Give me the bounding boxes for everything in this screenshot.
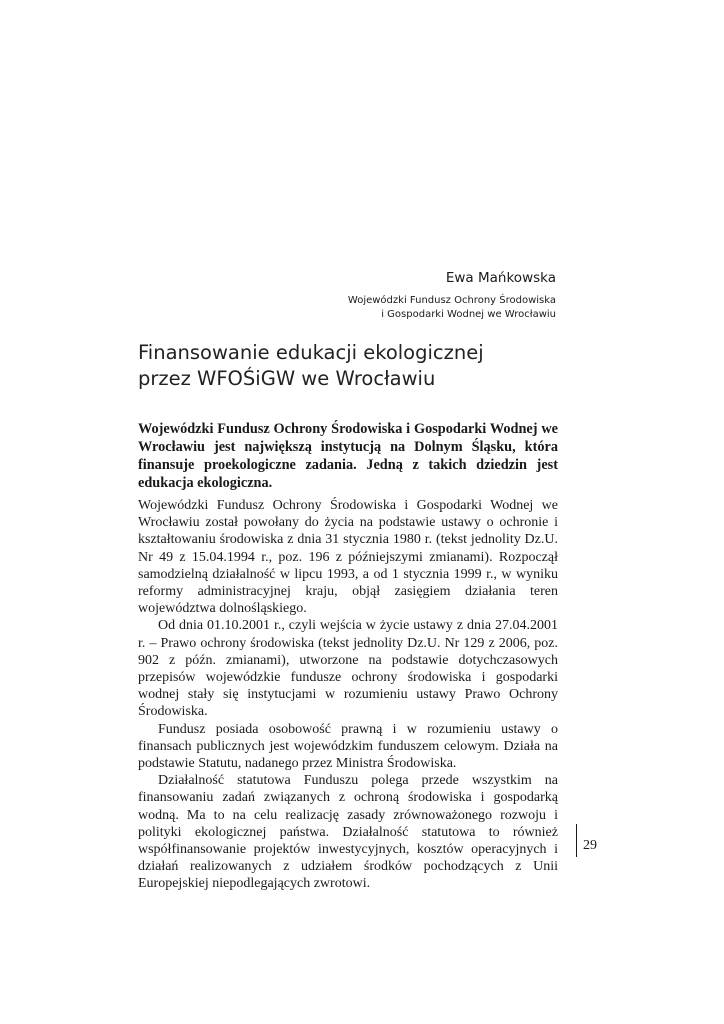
article-body xyxy=(138,497,558,893)
article-lead: Wojewódzki Fundusz Ochrony Środowiska i Gospodarki Wodnej we Wrocławiu jest największą instytucją na Dolnym Śląsku, która finansuje proekologiczne zadania. Jedną z takich dziedzin jest edukacja ekologiczna. xyxy=(138,421,558,491)
author-name: Ewa Mańkowska xyxy=(445,270,556,286)
article-title-line-2: przez WFOŚiGW we Wrocławiu xyxy=(138,367,436,390)
body-paragraph: Fundusz posiada osobowość prawną i w rozumieniu ustawy o finansach publicznych jest wojewódzkim funduszem celowym. Działa na podstawie Statutu, nadanego przez Ministra Środowiska. xyxy=(138,721,558,772)
body-paragraph: Od dnia 01.10.2001 r., czyli wejścia w życie ustawy z dnia 27.04.2001 r. – Prawo ochrony środowiska (tekst jednolity Dz.U. Nr 129 z 2006, poz. 902 z późn. zmianami), utworzone na podstawie dotychczasowych przepisów wojewódzkie fundusze ochrony środowiska i gospodarki wodnej stały się instytucjami w rozumieniu ustawy Prawo Ochrony Środowiska. xyxy=(138,618,558,720)
article-title xyxy=(138,340,578,392)
page-number-rule xyxy=(576,824,577,857)
page-number: 29 xyxy=(583,838,597,853)
author-affiliation xyxy=(348,294,556,322)
affiliation-line-1: Wojewódzki Fundusz Ochrony Środowiska xyxy=(347,295,556,306)
body-paragraph: Działalność statutowa Funduszu polega przede wszystkim na finansowaniu zadań związanych z ochroną środowiska i gospodarką wodną. Ma to na celu realizację zasady zrównoważonego rozwoju i polityki ekologicznej państwa. Działalność statutowa to również współfinansowanie projektów inwestycyjnych, kosztów operacyjnych i działań realizowanych z udziałem środków pochodzących z Unii Europejskiej niepodlegających zwrotowi. xyxy=(138,773,558,892)
body-paragraph: Wojewódzki Fundusz Ochrony Środowiska i Gospodarki Wodnej we Wrocławiu został powołany do życia na podstawie ustawy o ochronie i kształtowaniu środowiska z dnia 31 stycznia 1980 r. (tekst jednolity Dz.U. Nr 49 z 15.04.1994 r., poz. 196 z późniejszymi zmianami). Rozpoczął samodzielną działalność w lipcu 1993, a od 1 stycznia 1999 r., w wyniku reformy administracyjnej kraju, objął zasięgiem działania teren województwa dolnośląskiego. xyxy=(138,498,558,617)
article-title-line-1: Finansowanie edukacji ekologicznej xyxy=(138,341,484,364)
affiliation-line-2: i Gospodarki Wodnej we Wrocławiu xyxy=(381,309,556,320)
